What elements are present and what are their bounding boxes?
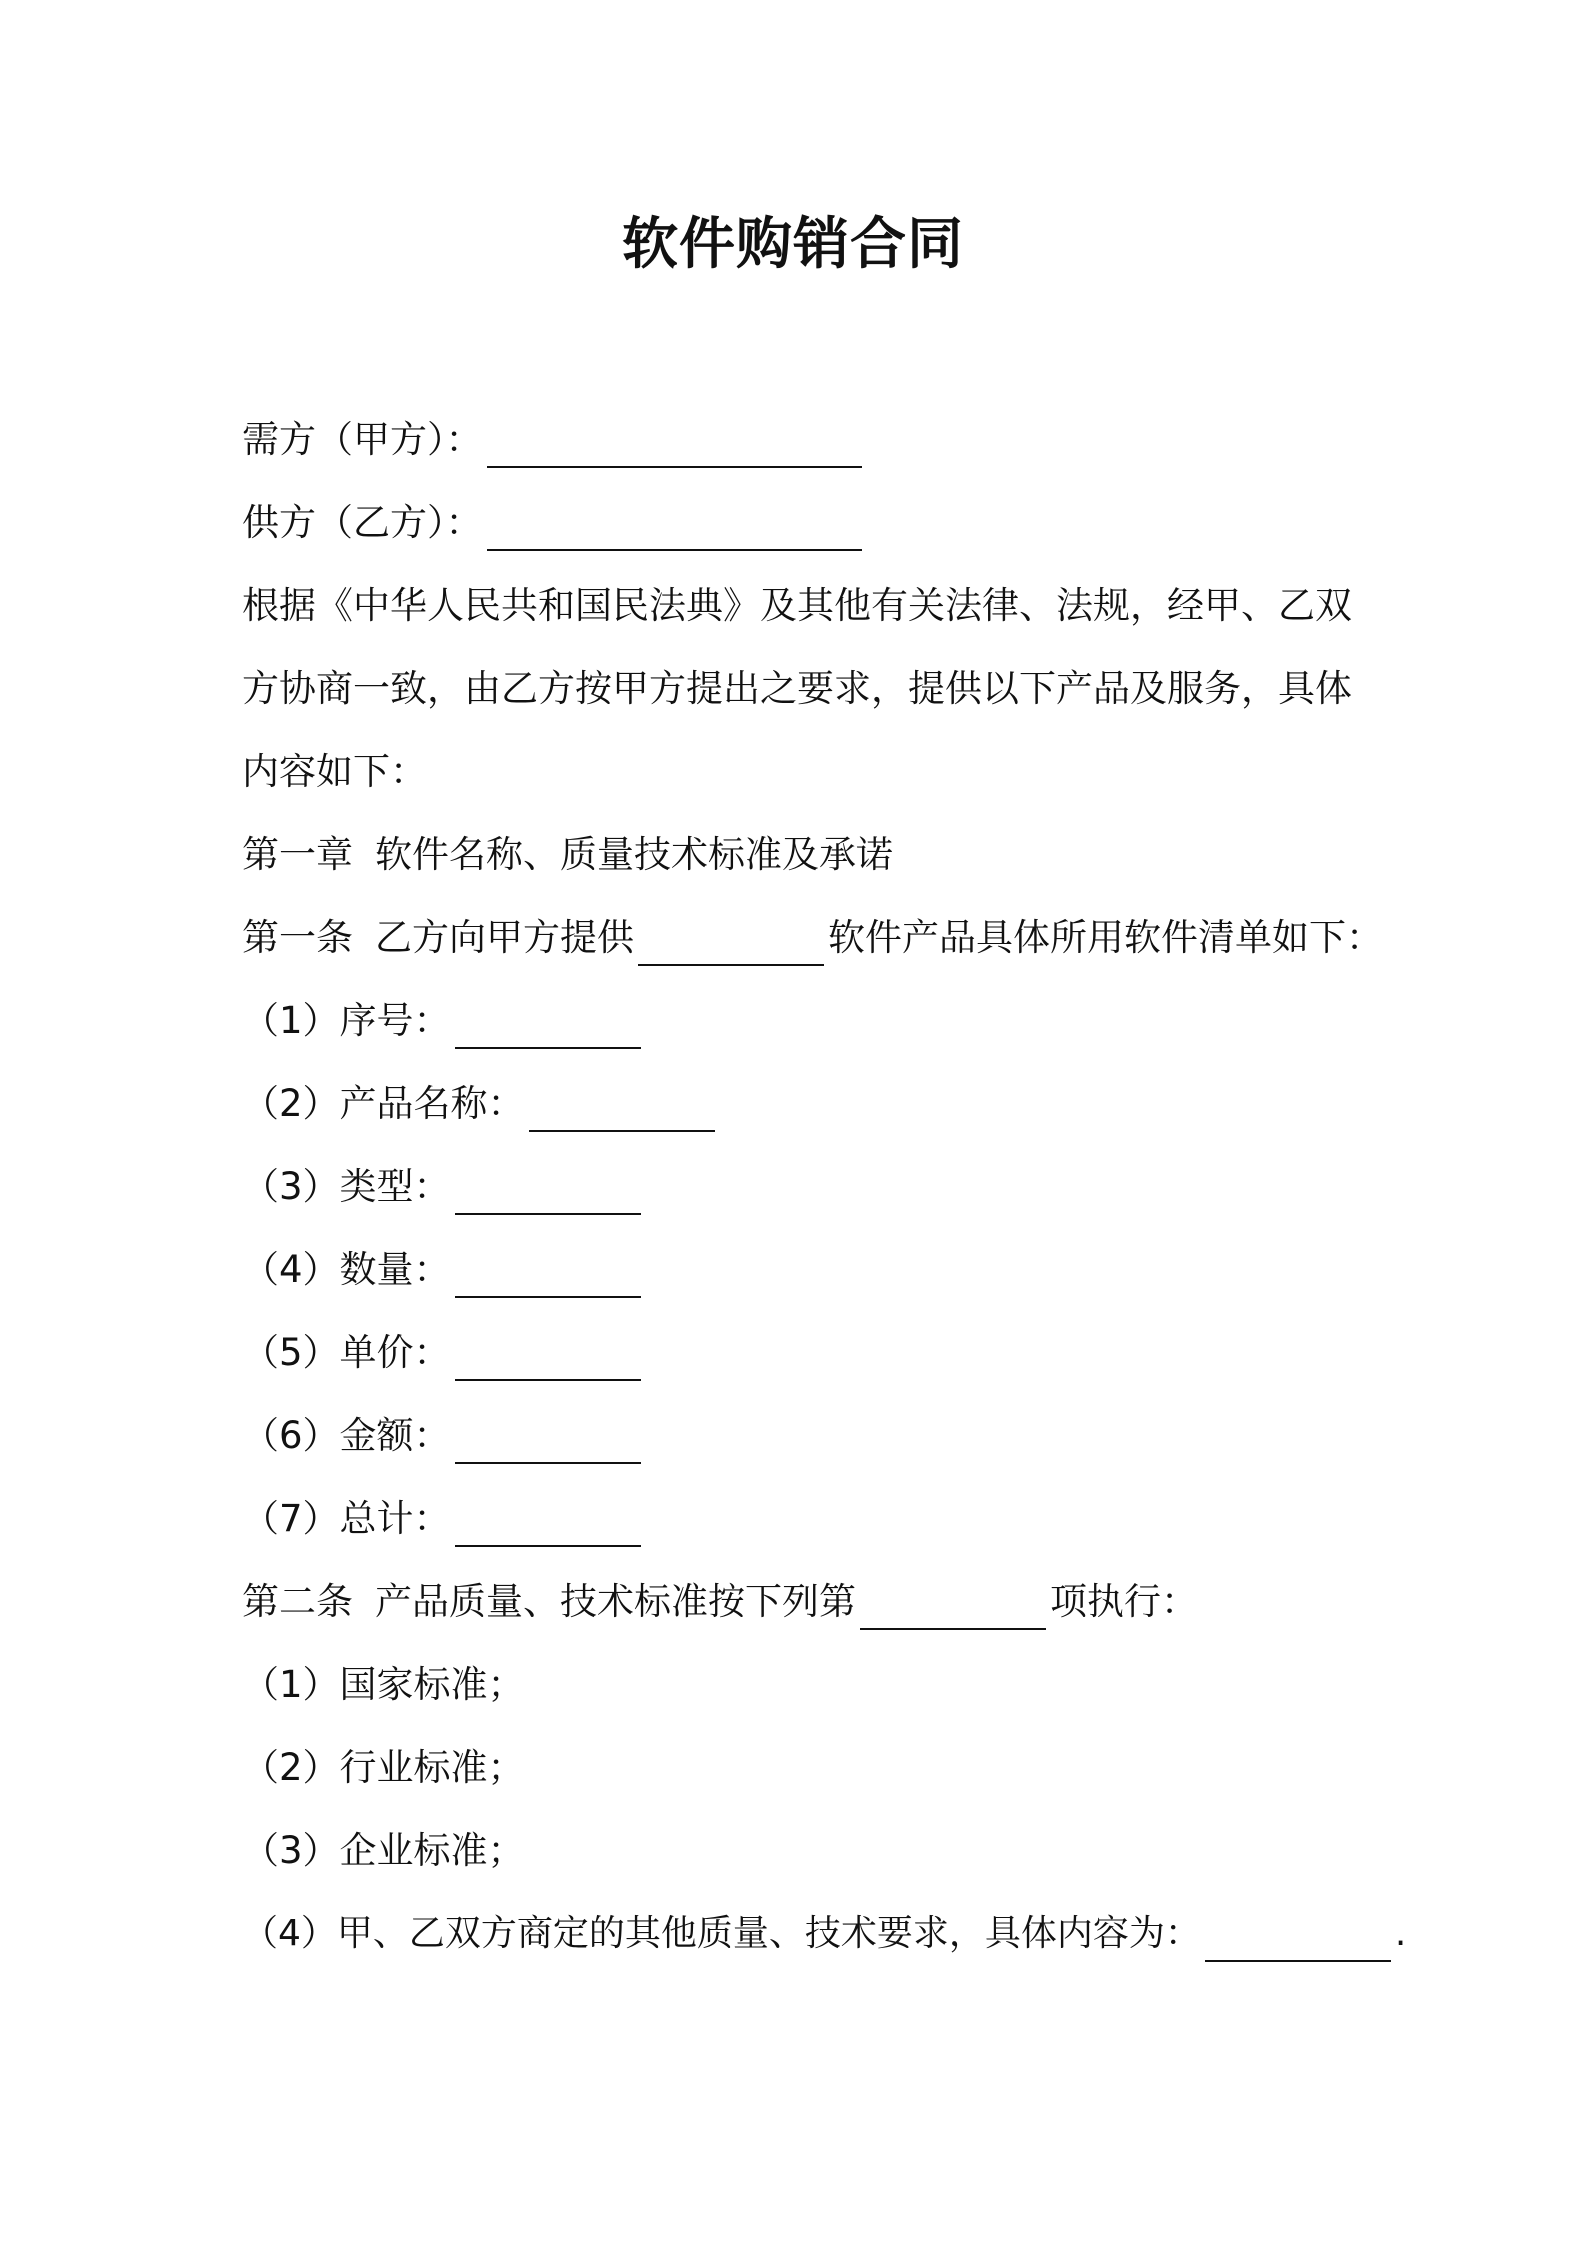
article-1-blank[interactable] — [638, 924, 824, 966]
standard-other-text: （4）甲、乙双方商定的其他质量、技术要求，具体内容为： — [242, 1913, 1201, 1954]
intro-line-1: 根据《中华人民共和国民法典》及其他有关法律、法规，经甲、乙双 — [242, 584, 1352, 627]
item-blank-amount[interactable] — [455, 1422, 641, 1464]
article-2-text-after: 项执行： — [1050, 1580, 1198, 1623]
item-label-serial: （1）序号： — [242, 999, 451, 1042]
chapter-1-heading — [242, 827, 893, 883]
article-1-text-before: 乙方向甲方提供 — [375, 916, 634, 959]
list-item — [242, 1491, 645, 1547]
article-2-text-before: 产品质量、技术标准按下列第 — [375, 1580, 856, 1623]
standard-enterprise: （3）企业标准； — [242, 1829, 525, 1872]
party-b-label: 供方（乙方）： — [242, 501, 483, 544]
list-item — [242, 1076, 719, 1132]
item-blank-total[interactable] — [455, 1505, 641, 1547]
standard-other-line — [242, 1906, 1406, 1962]
chapter-1-title: 软件名称、质量技术标准及承诺 — [375, 833, 893, 876]
party-a-line — [242, 412, 866, 468]
list-item — [242, 1408, 645, 1464]
standard-other-blank[interactable] — [1205, 1920, 1391, 1962]
party-b-line — [242, 495, 866, 551]
list-item — [242, 993, 645, 1049]
list-item — [242, 1159, 645, 1215]
item-blank-quantity[interactable] — [455, 1256, 641, 1298]
party-a-blank[interactable] — [487, 426, 862, 468]
party-a-label: 需方（甲方）： — [242, 418, 483, 461]
item-label-quantity: （4）数量： — [242, 1248, 451, 1291]
standard-industry: （2）行业标准； — [242, 1746, 525, 1789]
item-blank-serial[interactable] — [455, 1007, 641, 1049]
standard-other-end: . — [1394, 1913, 1407, 1954]
item-label-type: （3）类型： — [242, 1165, 451, 1208]
article-2-blank[interactable] — [860, 1588, 1046, 1630]
item-label-unit-price: （5）单价： — [242, 1331, 451, 1374]
item-label-amount: （6）金额： — [242, 1414, 451, 1457]
list-item — [242, 1325, 645, 1381]
article-2-number: 第二条 — [242, 1580, 353, 1623]
article-1-line — [242, 910, 1383, 966]
list-item — [242, 1242, 645, 1298]
article-2-line — [242, 1574, 1198, 1630]
article-1-number: 第一条 — [242, 916, 353, 959]
item-blank-product-name[interactable] — [529, 1090, 715, 1132]
standard-national: （1）国家标准； — [242, 1663, 525, 1706]
chapter-1-number: 第一章 — [242, 833, 353, 876]
item-label-product-name: （2）产品名称： — [242, 1082, 525, 1125]
party-b-blank[interactable] — [487, 509, 862, 551]
item-blank-unit-price[interactable] — [455, 1339, 641, 1381]
item-label-total: （7）总计： — [242, 1497, 451, 1540]
intro-line-3: 内容如下： — [242, 750, 427, 793]
document-title: 软件购销合同 — [622, 212, 964, 277]
article-1-text-after: 软件产品具体所用软件清单如下： — [828, 916, 1383, 959]
intro-line-2: 方协商一致，由乙方按甲方提出之要求，提供以下产品及服务，具体 — [242, 667, 1352, 710]
item-blank-type[interactable] — [455, 1173, 641, 1215]
